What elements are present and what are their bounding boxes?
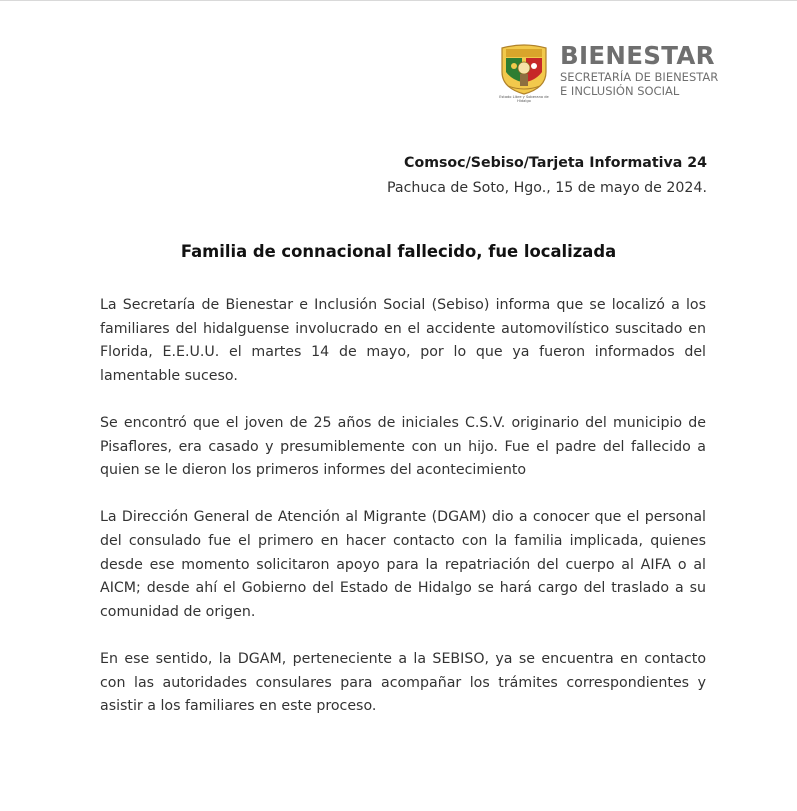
brand-block xyxy=(560,42,740,98)
brand-name: BIENESTAR xyxy=(560,41,715,70)
paragraph: La Dirección General de Atención al Migrante (DGAM) dio a conocer que el personal del consulado fue el primero en hacer contacto con la familia implicada, quienes desde ese momento solicitaron apoyo para la repatriación del cuerpo al AIFA o al AICM; desde ahí el Gobierno del Estado de Hidalgo se hará cargo del traslado a su comunidad de origen. xyxy=(100,509,706,620)
hidalgo-coat-of-arms-icon xyxy=(498,42,550,102)
paragraph: Se encontró que el joven de 25 años de iniciales C.S.V. originario del municipio de Pisaflores, era casado y presumiblemente con un hijo. Fue el padre del fallecido a quien se le dieron los primeros informes del acontecimiento xyxy=(100,414,706,479)
document-title: Familia de connacional fallecido, fue localizada xyxy=(180,242,617,261)
brand-subtitle-line1: SECRETARÍA DE BIENESTAR xyxy=(560,70,719,84)
paragraph: En ese sentido, la DGAM, perteneciente a la SEBISO, ya se encuentra en contacto con las autoridades consulares para acompañar los trámites correspondientes y asistir a los familiares en este proceso. xyxy=(100,650,706,715)
seal-caption: Estado Libre y Soberano de Hidalgo xyxy=(499,95,549,103)
place-date: Pachuca de Soto, Hgo., 15 de mayo de 2024. xyxy=(387,180,707,196)
institution-logo xyxy=(498,42,738,106)
paragraph: La Secretaría de Bienestar e Inclusión Social (Sebiso) informa que se localizó a los familiares del hidalguense involucrado en el accidente automovilístico suscitado en Florida, E.E.U.U. el martes 14 de mayo, por lo que ya fueron informados del lamentable suceso. xyxy=(100,297,706,384)
brand-subtitle-line2: E INCLUSIÓN SOCIAL xyxy=(560,84,680,98)
document-body xyxy=(100,294,706,742)
reference-block xyxy=(387,151,707,201)
reference-code: Comsoc/Sebiso/Tarjeta Informativa 24 xyxy=(404,155,707,171)
